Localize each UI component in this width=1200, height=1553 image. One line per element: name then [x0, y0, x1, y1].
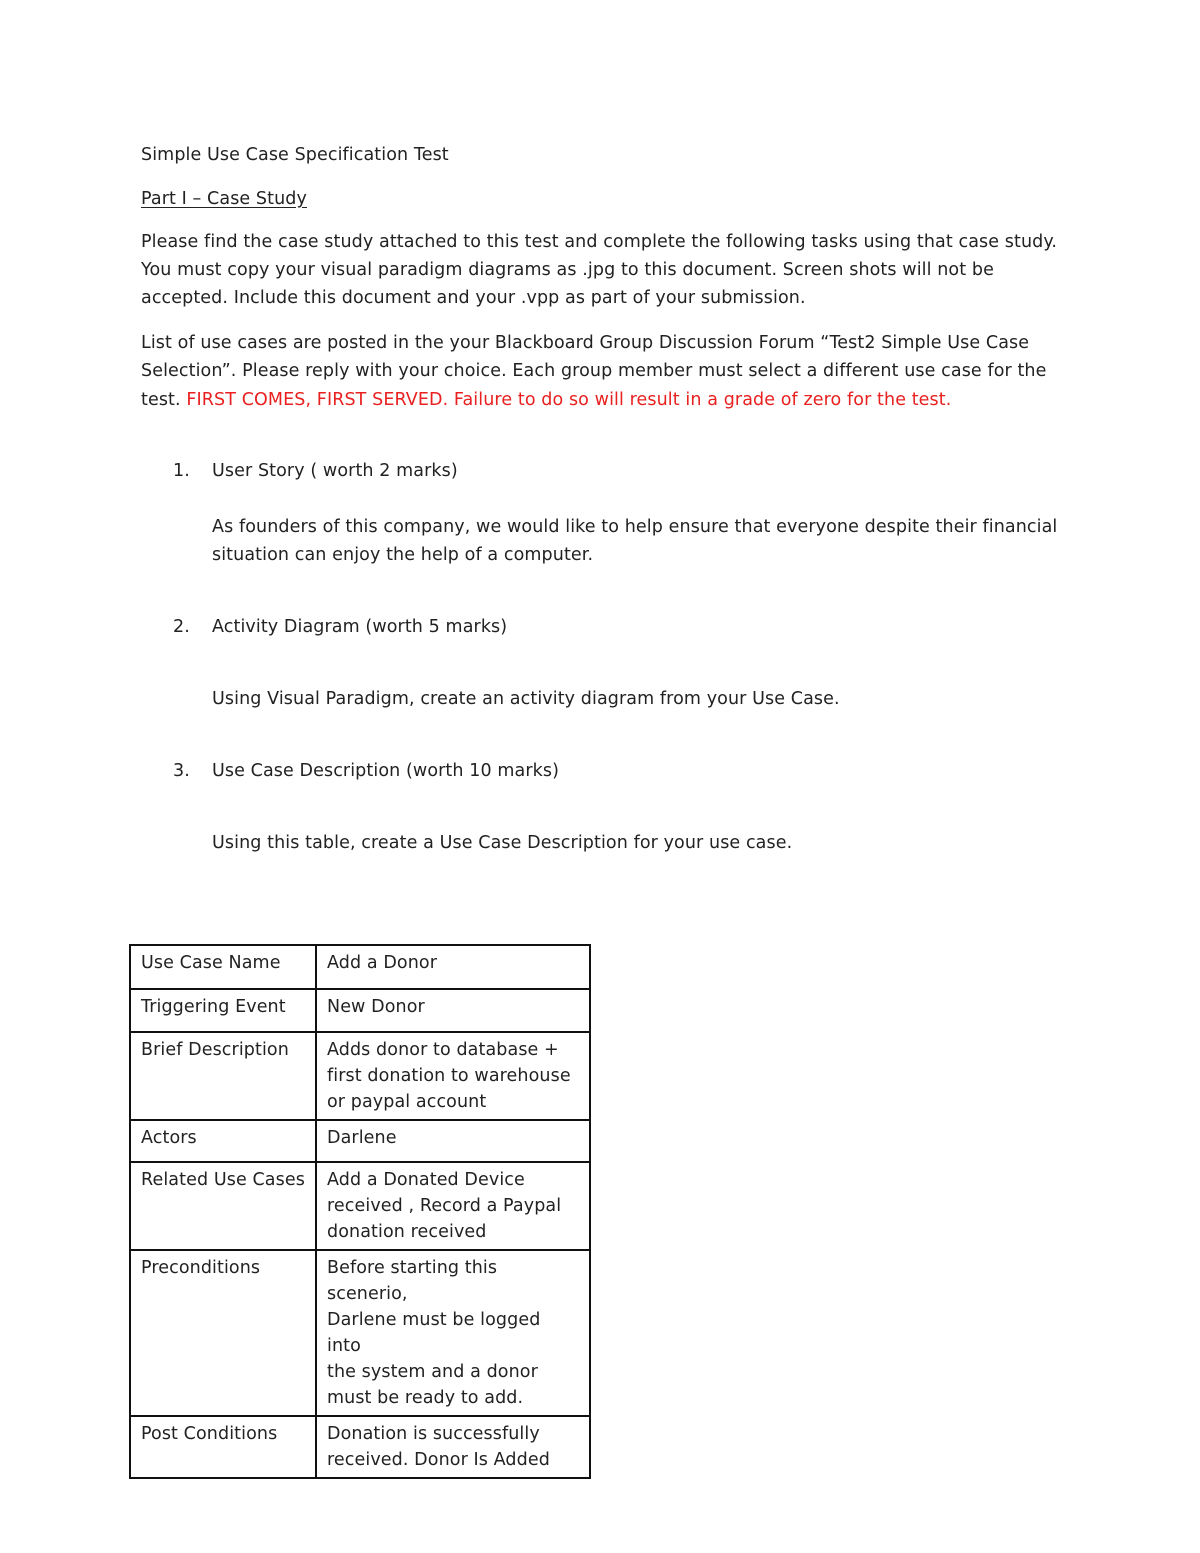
- table-row: [130, 989, 590, 1032]
- row-label: Brief Description: [130, 1032, 316, 1120]
- row-label: Use Case Name: [130, 945, 316, 989]
- row-label: Post Conditions: [130, 1416, 316, 1478]
- table-row: [130, 1416, 590, 1478]
- intro-line: Please find the case study attached to this test and complete the following tasks using that case study.: [141, 232, 1057, 252]
- row-label: Related Use Cases: [130, 1162, 316, 1250]
- item-heading: Use Case Description (worth 10 marks): [212, 761, 560, 781]
- item-heading: Activity Diagram (worth 5 marks): [212, 617, 508, 637]
- selection-line: Selection”. Please reply with your choice. Each group member must select a different use case for the: [141, 361, 1047, 381]
- use-case-description-table: [129, 944, 591, 1479]
- row-value: Before starting this scenerio, Darlene must be logged into the system and a donor must be ready to add.: [316, 1250, 590, 1416]
- selection-text: test.: [141, 390, 187, 410]
- row-value: Add a Donor: [316, 945, 590, 989]
- item-body: situation can enjoy the help of a computer.: [212, 545, 594, 565]
- item-heading: User Story ( worth 2 marks): [212, 461, 458, 481]
- table-row: [130, 1120, 590, 1162]
- row-value: Adds donor to database + first donation to warehouse or paypal account: [316, 1032, 590, 1120]
- part-heading: Part I – Case Study: [141, 189, 307, 209]
- item-body: As founders of this company, we would like to help ensure that everyone despite their financial: [212, 517, 1058, 537]
- row-label: Actors: [130, 1120, 316, 1162]
- document-title: Simple Use Case Specification Test: [141, 145, 449, 165]
- row-value: New Donor: [316, 989, 590, 1032]
- selection-line: [141, 390, 951, 410]
- table-row: [130, 1032, 590, 1120]
- item-body: Using Visual Paradigm, create an activity diagram from your Use Case.: [212, 689, 840, 709]
- row-value: Donation is successfully received. Donor Is Added: [316, 1416, 590, 1478]
- row-value: Add a Donated Device received , Record a Paypal donation received: [316, 1162, 590, 1250]
- item-body: Using this table, create a Use Case Description for your use case.: [212, 833, 793, 853]
- intro-line: accepted. Include this document and your .vpp as part of your submission.: [141, 288, 806, 308]
- intro-line: You must copy your visual paradigm diagrams as .jpg to this document. Screen shots will not be: [141, 260, 994, 280]
- item-number: 2.: [173, 617, 190, 637]
- table-row: [130, 1250, 590, 1416]
- item-number: 1.: [173, 461, 190, 481]
- table-row: [130, 945, 590, 989]
- item-number: 3.: [173, 761, 190, 781]
- row-label: Preconditions: [130, 1250, 316, 1416]
- table-row: [130, 1162, 590, 1250]
- warning-text: FIRST COMES, FIRST SERVED. Failure to do so will result in a grade of zero for the test.: [186, 390, 952, 410]
- row-label: Triggering Event: [130, 989, 316, 1032]
- selection-line: List of use cases are posted in the your Blackboard Group Discussion Forum “Test2 Simple Use Case: [141, 333, 1030, 353]
- row-value: Darlene: [316, 1120, 590, 1162]
